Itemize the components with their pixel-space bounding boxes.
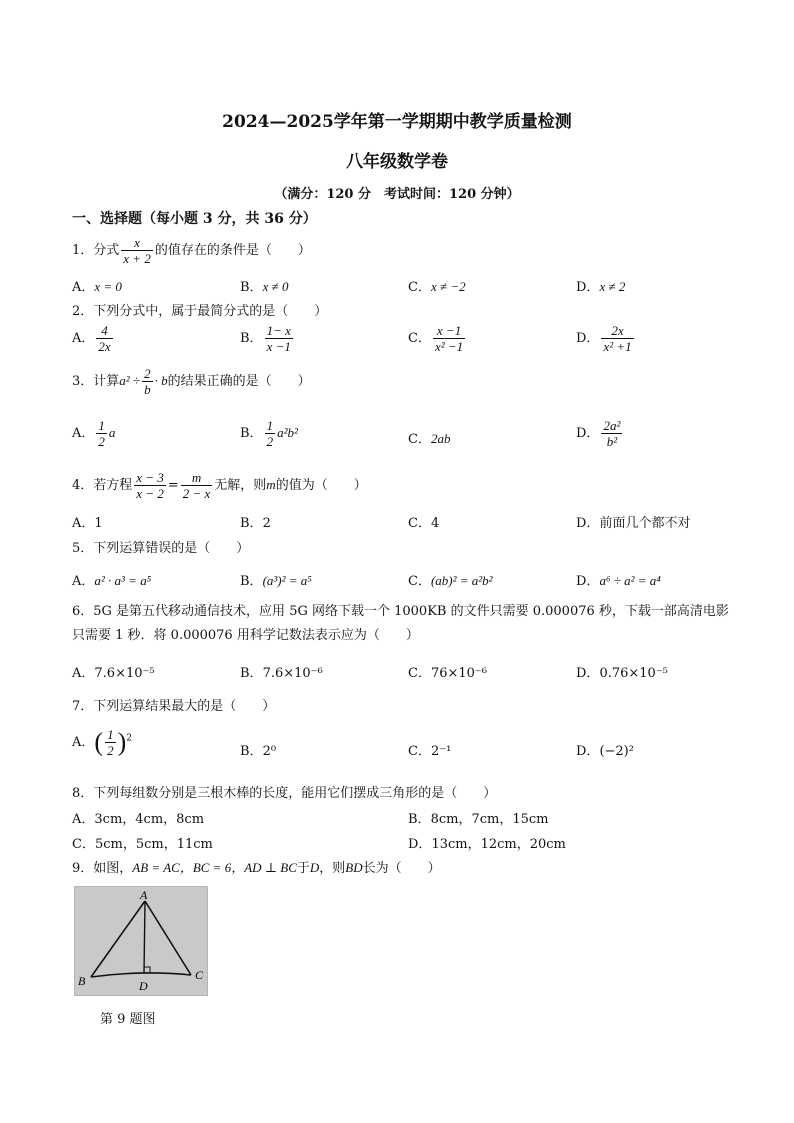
q4-option-a: A．1 <box>72 516 103 531</box>
q5-option-d: D．a⁶ ÷ a² = a⁴ <box>576 573 661 589</box>
q2-option-d: D． $\frac{2x}{\text{x² +1}}$ <box>576 323 632 354</box>
q4-option-c: C．4 <box>408 516 440 531</box>
q2-option-a: A． $\frac{4}{2x}$ <box>72 323 111 354</box>
q3-option-b: B． $\frac{1}{2}$ a²b² <box>240 418 298 449</box>
q2-option-c: C． $\frac{x -1}{\text{x² −1}}$ <box>408 323 464 354</box>
question-5: 5．下列运算错误的是（ ） <box>72 541 250 556</box>
triangle-diagram <box>75 887 207 995</box>
triangle-figure <box>74 886 208 996</box>
q4-option-b: B．2 <box>240 516 271 531</box>
label-c: C <box>195 968 204 982</box>
q7-option-b: B．2⁰ <box>240 744 277 759</box>
side-ac <box>145 901 191 975</box>
section-heading: 一、选择题（每小题 3 分，共 36 分） <box>72 211 317 227</box>
q7-option-c: C．2⁻¹ <box>408 744 452 759</box>
question-8: 8．下列每组数分别是三根木棒的长度，能用它们摆成三角形的是（ ） <box>72 786 497 801</box>
right-angle-mark <box>144 967 150 973</box>
figure-caption: 第 9 题图 <box>100 1012 156 1027</box>
q1-option-c: C．x ≠ −2 <box>408 279 466 295</box>
q5-option-a: A．a² · a³ = a⁵ <box>72 573 152 589</box>
q8-option-d: D．13cm，12cm，20cm <box>408 837 566 852</box>
label-b: B <box>78 974 86 988</box>
question-3: 3．计算a² ÷ $\frac{2}{b}$ · b的结果正确的是（ ） <box>72 366 311 397</box>
side-ab <box>91 901 145 977</box>
q6-option-b: B．7.6×10⁻⁶ <box>240 666 323 681</box>
q3-option-d: D． $\frac{\text{2a²}}{\text{b²}}$ <box>576 418 621 449</box>
q5-option-b: B．(a³)² = a⁵ <box>240 573 312 589</box>
side-bc <box>91 973 191 977</box>
question-2: 2．下列分式中，属于最简分式的是（ ） <box>72 304 328 319</box>
question-4: 4．若方程 $\frac{x - 3}{x - 2}$ = $\frac{m}{2 - x}$ 无解，则m的值为（ ） <box>72 470 367 501</box>
q6-option-a: A．7.6×10⁻⁵ <box>72 666 155 681</box>
q7-option-a: A．( $\frac{1}{2}$ )$^2$ <box>72 727 132 758</box>
label-a: A <box>140 888 148 902</box>
q4-option-d: D．前面几个都不对 <box>576 516 691 531</box>
q2-option-b: B． $\frac{1- x}{x -1}$ <box>240 323 291 354</box>
q7-option-d: D．(−2)² <box>576 744 634 759</box>
exam-info: （满分：120 分 考试时间：120 分钟） <box>274 187 520 202</box>
q8-option-a: A．3cm，4cm，8cm <box>72 812 205 827</box>
q8-option-c: C．5cm，5cm，11cm <box>72 837 213 852</box>
q8-option-b: B．8cm，7cm，15cm <box>408 812 549 827</box>
q1-option-b: B．x ≠ 0 <box>240 279 289 295</box>
question-7: 7．下列运算结果最大的是（ ） <box>72 699 276 714</box>
q1-option-a: A．x = 0 <box>72 279 122 295</box>
q1-option-d: D．x ≠ 2 <box>576 279 626 295</box>
q6-option-d: D．0.76×10⁻⁵ <box>576 666 668 681</box>
altitude-ad <box>144 901 145 973</box>
exam-title: 2024—2025学年第一学期期中教学质量检测 <box>222 112 572 132</box>
q3-option-a: A． $\frac{1}{2}$ a <box>72 418 116 449</box>
exam-subtitle: 八年级数学卷 <box>346 152 448 172</box>
q5-option-c: C．(ab)² = a²b² <box>408 573 493 589</box>
q6-option-c: C．76×10⁻⁶ <box>408 666 488 681</box>
fraction: $\frac{x}{x + 2}$ <box>123 235 151 266</box>
question-1: 1．分式 $\frac{x}{x + 2}$ 的值存在的条件是（ ） <box>72 235 311 266</box>
label-d: D <box>139 979 148 993</box>
question-6: 6．5G 是第五代移动通信技术，应用 5G 网络下载一个 1000KB 的文件只需要 0.000076 秒，下载一部高清电影只需要 1 秒．将 0.000076 用科学记数法表示应为（ ） <box>72 604 729 643</box>
q3-option-c: C．2ab <box>408 431 451 447</box>
question-9: 9．如图，AB = AC，BC = 6，AD ⊥ BC于D，则BD长为（ ） <box>72 860 441 876</box>
